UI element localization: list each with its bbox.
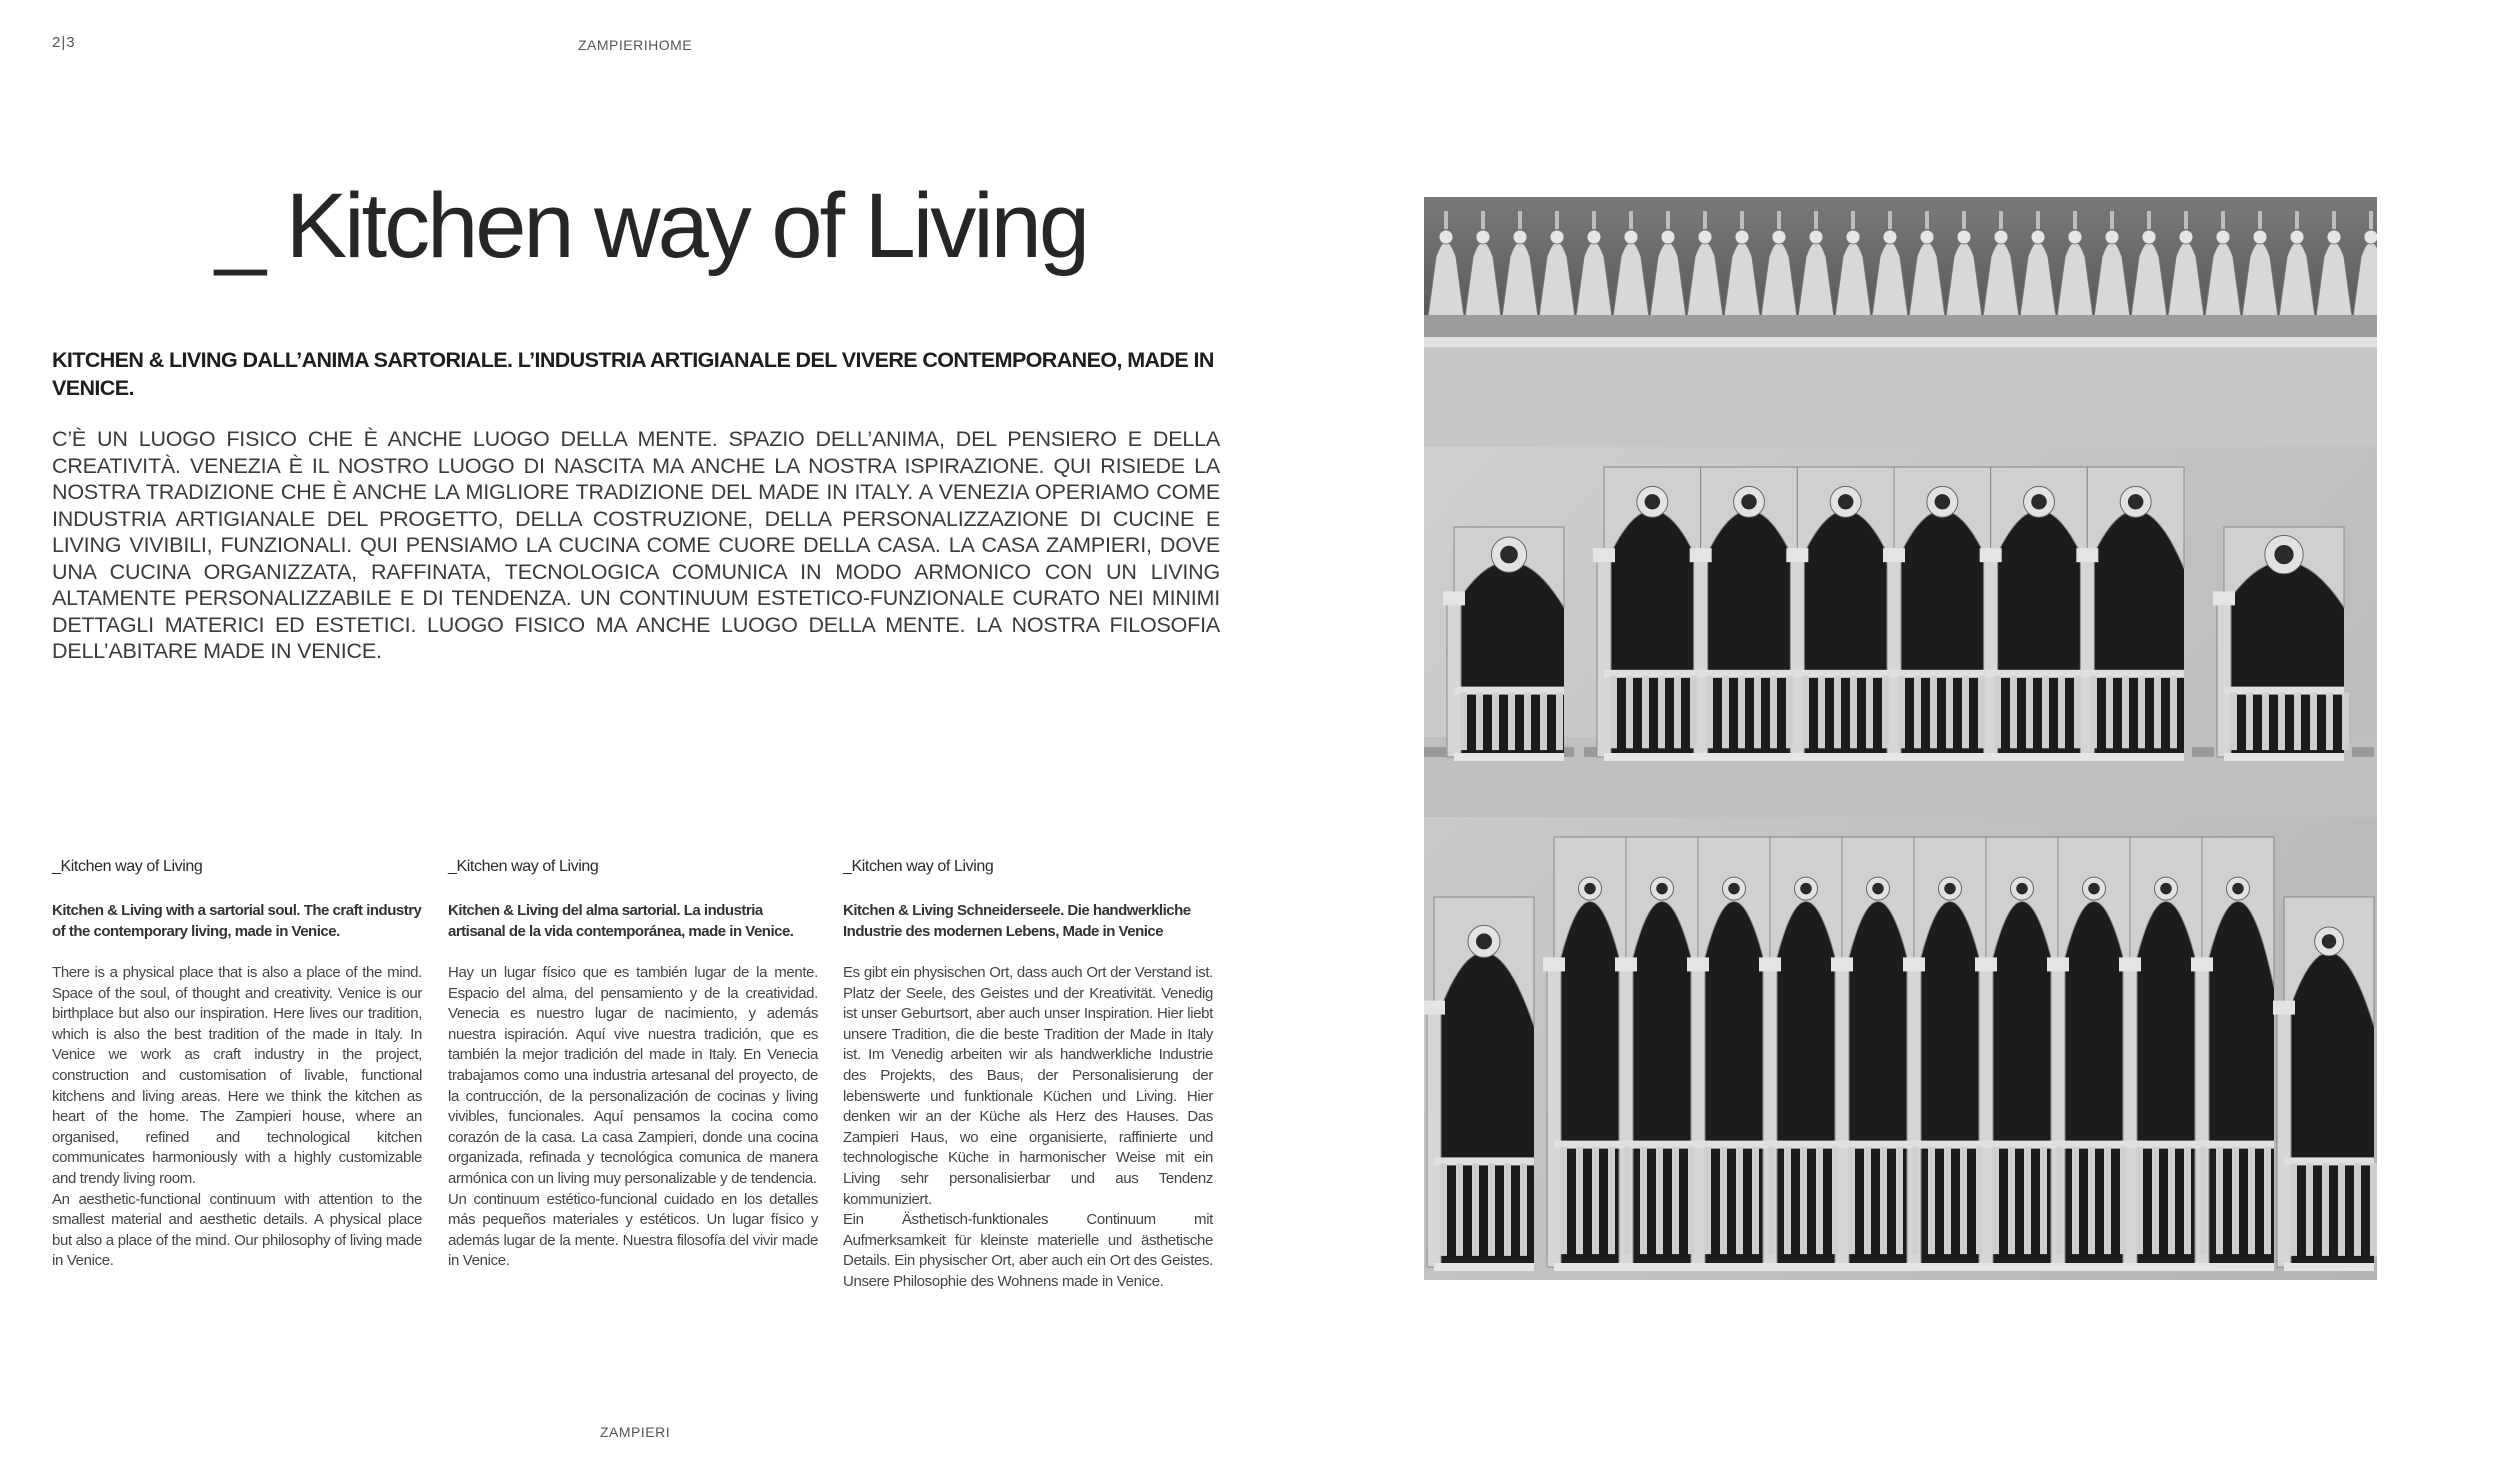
venetian-gothic-facade-image [1424,197,2377,1280]
column-body: Es gibt ein physischen Ort, dass auch Ort der Verstand ist. Platz der Seele, des Geistes und der Kreativität. Venedig ist unser Geburtsort, aber auch unser Inspiration. Hier liebt unsere Tradition, die die beste Tradition der Made in Italy ist. Im Venedig arbeiten wir als handwerkliche Industrie des Projekts, des Baus, der Personalisierung der lebenswerte und funktionale Küchen und Living. Hier denken wir an der Küche als Herz des Hauses. Das Zampieri Haus, wo eine organisierte, raffinierte und technologische Küche in harmonischer Weise mit ein Living sehr personalisierbar und aus Tendenz kommuniziert. Ein Ästhetisch-funktionales Continuum mit Aufmerksamkeit für kleinste materielle und ästhetische Details. Ein physischer Ort, aber auch ein Ort des Geistes. Unsere Philosophie des Wohnens made in Venice. [843,964,1213,1290]
page-number: 2|3 [52,34,76,51]
intro-paragraph: C’È UN LUOGO FISICO CHE È ANCHE LUOGO DELLA MENTE. SPAZIO DELL’ANIMA, DEL PENSIERO E DELLA CREATIVITÀ. VENEZIA È IL NOSTRO LUOGO DI NASCITA MA ANCHE LA NOSTRA ISPIRAZIONE. QUI RISIEDE LA NOSTRA TRADIZIONE CHE È ANCHE LA MIGLIORE TRADIZIONE DEL MADE IN ITALY. A VENEZIA OPERIAMO COME INDUSTRIA ARTIGIANALE DEL PROGETTO, DELLA COSTRUZIONE, DELLA PERSONALIZZAZIONE DI CUCINE E LIVING VIVIBILI, FUNZIONALI. QUI PENSIAMO LA CUCINA COME CUORE DELLA CASA. LA CASA ZAMPIERI, DOVE UNA CUCINA ORGANIZZATA, RAFFINATA, TECNOLOGICA COMUNICA IN MODO ARMONICO CON UN LIVING ALTAMENTE PERSONALIZZABILE E DI TENDENZA. UN CONTINUUM ESTETICO-FUNZIONALE CURATO NEI MINIMI DETTAGLI MATERICI ED ESTETICI. LUOGO FISICO MA ANCHE LUOGO DELLA MENTE. LA NOSTRA FILOSOFIA DELL’ABITARE MADE IN VENICE. [52,427,1220,663]
column-body: There is a physical place that is also a place of the mind. Space of the soul, of thought and creativity. Venice is our birthplace but also our inspiration. Here lives our tradition, which is also the best tradition of the made in Italy. In Venice we work as craft industry in the project, construction and customisation of livable, functional kitchens and living areas. Here we think the kitchen as heart of the home. The Zampieri house, where an organised, refined and technological kitchen communicates harmoniously with a highly customizable and trendy living room. An aesthetic-functional continuum with attention to the smallest material and aesthetic details. A physical place but also a place of the mind. Our philosophy of living made in Venice. [52,964,422,1270]
column-english [52,858,422,1272]
column-subheading: Kitchen & Living Schneiderseele. Die handwerkliche Industrie des modernen Lebens, Made in Venice [843,902,1191,940]
column-heading: _Kitchen way of Living [448,858,599,875]
page-subtitle: KITCHEN & LIVING DALL’ANIMA SARTORIALE. L’INDUSTRIA ARTIGIANALE DEL VIVERE CONTEMPORANEO, MADE IN VENICE. [52,348,1214,400]
column-body: Hay un lugar físico que es también lugar de la mente. Espacio del alma, del pensamiento y de la creatividad. Venecia es nuestro lugar de nacimiento, y además nuestra ispiración. Aquí vive nuestra tradición, que es también la mejor tradición del made in Italy. En Venecia trabajamos como una industria artesanal del proyecto, de la contrucción, de la personalización de cocinas y living vivibles, funcionales. Aquí pensamos la cocina como corazón de la casa. La casa Zampieri, donde una cocina organizada, refinada y tecnológica comunica de manera armónica con un living muy personalizable y de tendencia. Un continuum estético-funcional cuidado en los detalles más pequeños materiales y estéticos. Un lugar físico y además lugar de la mente. Nuestra filosofía del vivir made in Venice. [448,964,818,1270]
column-subheading: Kitchen & Living with a sartorial soul. The craft industry of the contemporary living, made in Venice. [52,902,422,940]
footer-brand: ZAMPIERI [600,1424,671,1440]
column-spanish [448,858,818,1272]
column-subheading: Kitchen & Living del alma sartorial. La industria artisanal de la vida contemporánea, made in Venice. [448,902,794,940]
column-heading: _Kitchen way of Living [52,858,203,875]
column-german [843,858,1213,1293]
header-brand: ZAMPIERIHOME [578,37,693,53]
page-title: _ Kitchen way of Living [215,175,1087,277]
column-heading: _Kitchen way of Living [843,858,994,875]
